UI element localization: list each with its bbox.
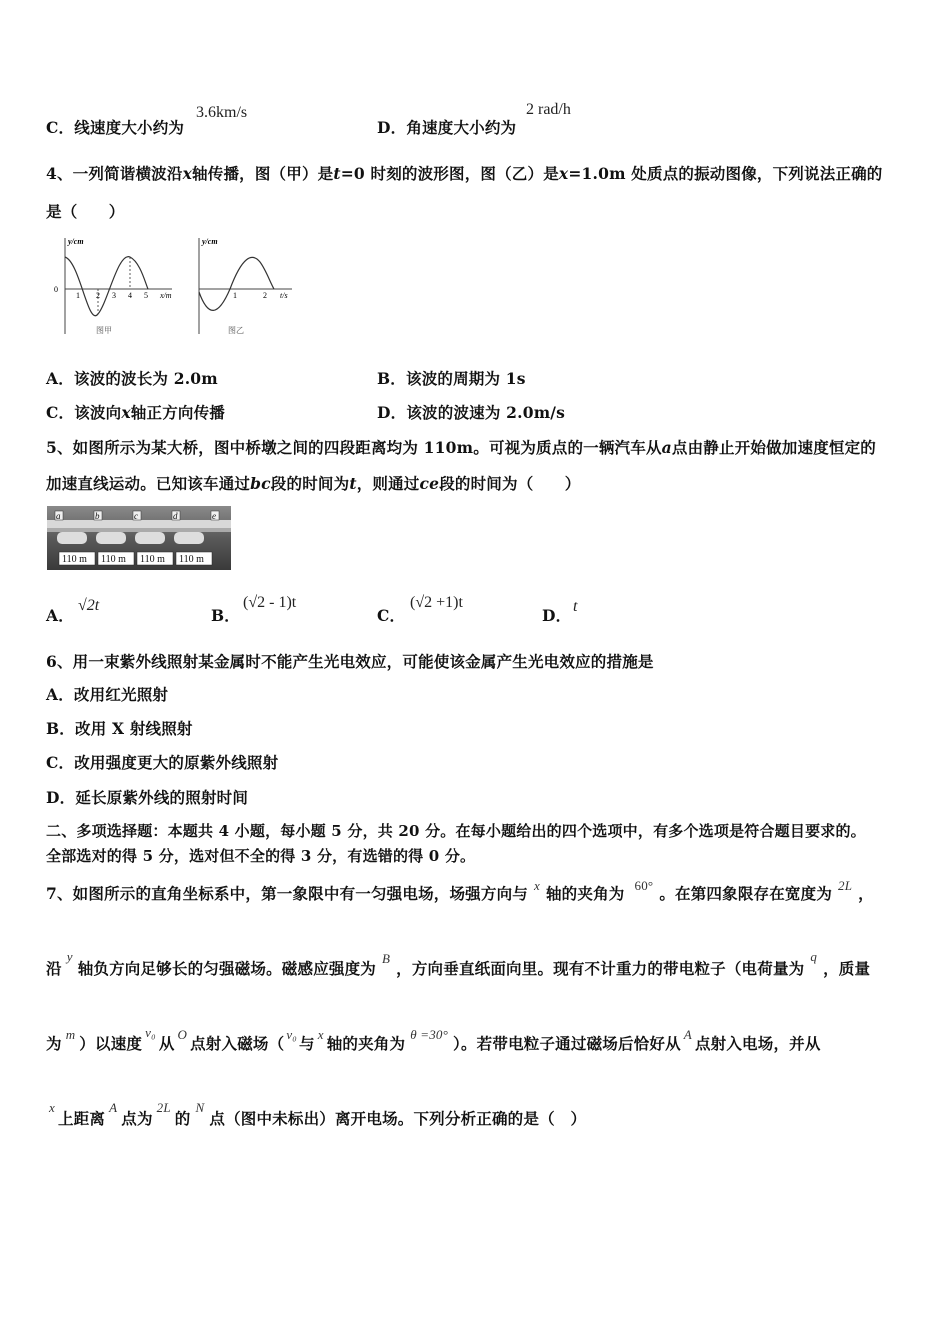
q6-option-a: A．改用红光照射 xyxy=(46,685,169,704)
bridge-point-a: a xyxy=(56,511,61,521)
section2-line2: 全部选对的得 5 分，选对但不全的得 3 分，有选错的得 0 分。 xyxy=(46,847,476,865)
bridge-point-e: e xyxy=(212,511,216,521)
section2-line1: 二、多项选择题：本题共 4 小题，每小题 5 分，共 20 分。在每小题给出的四个选项中，有多个选项是符合题目要求的。 xyxy=(46,822,866,840)
graph-a-origin: 0 xyxy=(54,285,58,294)
bridge-span-4: 110 m xyxy=(179,554,204,565)
graph-a-tick-4: 4 xyxy=(128,291,132,300)
graph-a-tick-5: 5 xyxy=(144,291,148,300)
q5-option-b-label: B． xyxy=(211,606,241,625)
q5-option-d-value: t xyxy=(573,598,578,615)
option-c-value: 3.6km/s xyxy=(196,104,248,121)
q4-stem-line2: 是（ ） xyxy=(46,202,125,221)
q5-option-d-label: D． xyxy=(542,606,572,625)
q6-option-d: D．延长原紫外线的照射时间 xyxy=(46,788,249,807)
bridge-point-d: d xyxy=(173,511,178,521)
graph-a-tick-1: 1 xyxy=(76,291,80,300)
q6-option-b: B．改用 X 射线照射 xyxy=(46,719,193,738)
graph-b-tick-2: 2 xyxy=(263,291,267,300)
q7-line4: $^x$上距离$^A$点为$^{2L}$的$^N$点（图中未标出）离开电场。下列分析正确的是（ ） xyxy=(49,1100,587,1128)
q5-option-a-label: A． xyxy=(46,606,74,625)
q7-line1: 7、如图所示的直角坐标系中，第一象限中有一匀强电场，场强方向与 $^x$ 轴的夹角为 $^{60^\circ}$ 。在第四象限存在宽度为 $^{2L}$ ， xyxy=(46,878,874,903)
vibration-graph-b xyxy=(190,232,300,342)
option-d-value: 2 rad/h xyxy=(526,101,571,118)
bridge-span-1: 110 m xyxy=(62,554,87,565)
graph-a-tick-3: 3 xyxy=(112,291,116,300)
graph-a-ylabel: y/cm xyxy=(68,237,84,246)
bridge-figure xyxy=(47,506,231,570)
graph-b-xlabel: t/s xyxy=(280,291,288,300)
q4-option-d: D．该波的波速为 2.0m/s xyxy=(377,403,566,422)
graph-a-curve xyxy=(65,257,148,316)
bridge-point-c: c xyxy=(134,511,138,521)
graph-b-ylabel: y/cm xyxy=(202,237,218,246)
q5-option-a-value: √2t xyxy=(78,597,100,614)
q4-option-b: B．该波的周期为 1s xyxy=(377,369,526,388)
graph-b-curve xyxy=(199,257,274,310)
option-d-prev: D．角速度大小约为 xyxy=(377,118,517,137)
q4-option-c: C．该波向x轴正方向传播 xyxy=(46,403,225,422)
graph-a-tick-2: 2 xyxy=(96,291,100,300)
q5-stem-line1: 5、如图所示为某大桥，图中桥墩之间的四段距离均为 110m。可视为质点的一辆汽车从a点由静止开始做加速度恒定的 xyxy=(46,438,876,457)
q5-option-c-value: (√2 +1)t xyxy=(410,594,463,611)
q5-option-c-label: C． xyxy=(377,606,406,625)
graph-a-xlabel: x/m xyxy=(160,291,172,300)
wave-graph-a xyxy=(50,232,185,342)
option-c-prev: C．线速度大小约为 xyxy=(46,118,185,137)
q6-stem: 6、用一束紫外线照射某金属时不能产生光电效应，可能使该金属产生光电效应的措施是 xyxy=(46,652,654,671)
q6-option-c: C．改用强度更大的原紫外线照射 xyxy=(46,753,279,772)
q5-stem-line2: 加速直线运动。已知该车通过bc段的时间为t，则通过ce段的时间为（ ） xyxy=(46,474,581,493)
q5-option-b-value: (√2 - 1)t xyxy=(243,594,297,611)
bridge-span-2: 110 m xyxy=(101,554,126,565)
q7-line3: 为 $^m$ ）以速度$^{v_0}$从 $^O$ 点射入磁场（ $^{v_0}$ 与 $^x$ 轴的夹角为 $^{\theta =30^\circ}$ ）。若带电粒子通过磁场后恰好从 $^A$ 点射入电场，并从 xyxy=(46,1025,821,1053)
q7-line2: 沿$^y$轴负方向足够长的匀强磁场。磁感应强度为$^B$，方向垂直纸面向里。现有不计重力的带电粒子（电荷量为$^q$，质量 xyxy=(46,949,871,978)
q4-option-a: A．该波的波长为 2.0m xyxy=(46,369,218,388)
graph-b-tick-1: 1 xyxy=(233,291,237,300)
bridge-span-3: 110 m xyxy=(140,554,165,565)
bridge-point-b: b xyxy=(95,511,100,521)
q4-stem-line1: 4、一列简谐横波沿x轴传播，图（甲）是t=0 时刻的波形图，图（乙）是x=1.0m 处质点的振动图像，下列说法正确的 xyxy=(46,164,883,183)
graph-b-caption: 图乙 xyxy=(228,326,244,335)
graph-a-caption: 图甲 xyxy=(96,326,112,335)
